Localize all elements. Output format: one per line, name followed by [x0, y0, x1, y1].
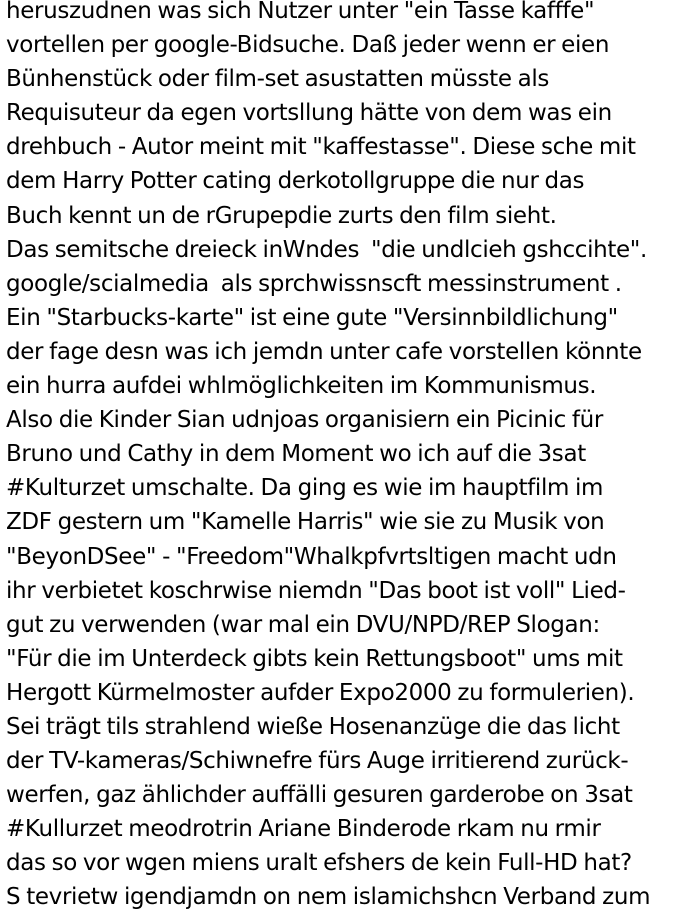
text-line: google/scialmedia als sprchwissnscft messinstrument .	[6, 270, 622, 297]
text-line: der TV-kameras/Schiwnefre fürs Auge irritierend zurück-	[6, 748, 629, 775]
text-line: das so vor wgen miens uralt efshers de kein Full-HD hat?	[6, 850, 632, 877]
text-line: drehbuch - Autor meint mit "kaffestasse". Diese sche mit	[6, 134, 636, 161]
text-line: Ein "Starbucks-karte" ist eine gute "Versinnbildlichung"	[6, 304, 618, 331]
text-line: ihr verbietet koschrwise niemdn "Das boot ist voll" Lied-	[6, 577, 626, 604]
text-line: Hergott Kürmelmoster aufder Expo2000 zu formulerien).	[6, 679, 635, 706]
text-line: Requisuteur da egen vortsllung hätte von dem was ein	[6, 100, 612, 127]
text-line: S tevrietw igendjamdn on nem islamichshcn Verband zum	[6, 884, 651, 911]
text-line: "BeyonDSee" - "Freedom"Whalkpfvrtsltigen macht udn	[6, 543, 617, 570]
text-line: ZDF gestern um "Kamelle Harris" wie sie zu Musik von	[6, 509, 605, 536]
text-line: Also die Kinder Sian udnjoas organisiern ein Picinic für	[6, 407, 604, 434]
text-line: ein hurra aufdei whlmöglichkeiten im Kommunismus.	[6, 373, 597, 400]
text-line: der fage desn was ich jemdn unter cafe vorstellen könnte	[6, 338, 642, 365]
text-line: "Für die im Unterdeck gibts kein Rettungsboot" ums mit	[6, 645, 623, 672]
text-line: Sei trägt tils strahlend wieße Hosenanzüge die das licht	[6, 713, 620, 740]
text-line: vortellen per google-Bidsuche. Daß jeder wenn er eien	[6, 32, 610, 59]
text-line: Buch kennt un de rGrupepdie zurts den film sieht.	[6, 202, 557, 229]
text-line: #Kullurzet meodrotrin Ariane Binderode rkam nu rmir	[6, 816, 601, 843]
text-line: Bruno und Cathy in dem Moment wo ich auf die 3sat	[6, 441, 586, 468]
text-line: dem Harry Potter cating derkotollgruppe die nur das	[6, 168, 585, 195]
text-line: Das semitsche dreieck inWndes "die undlcieh gshccihte".	[6, 236, 647, 263]
text-line: gut zu verwenden (war mal ein DVU/NPD/REP Slogan:	[6, 611, 600, 638]
text-line: #Kulturzet umschalte. Da ging es wie im hauptfilm im	[6, 475, 604, 502]
body-text	[6, 0, 684, 915]
text-line: Bünhenstück oder film-set asustatten müsste als	[6, 66, 549, 93]
text-line: werfen, gaz ählichder auffälli gesuren garderobe on 3sat	[6, 782, 633, 809]
text-line: heruszudnen was sich Nutzer unter "ein Tasse kafffe"	[6, 0, 595, 24]
